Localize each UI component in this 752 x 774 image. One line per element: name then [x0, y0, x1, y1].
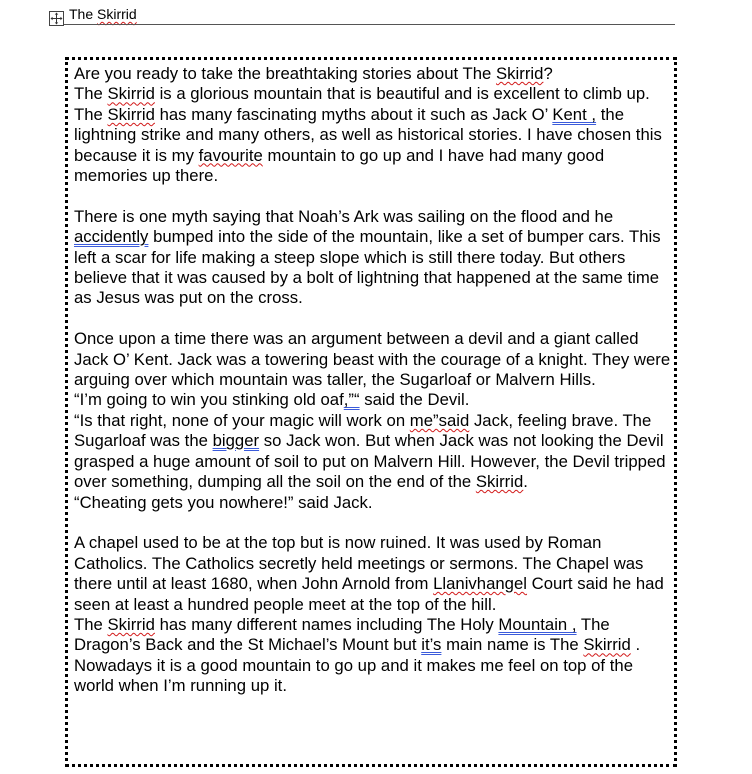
- paragraph-noahs-ark: There is one myth saying that Noah’s Ark was sailing on the flood and he accidently bumped into the side of the mountain, like a set of bumper cars. This left a scar for life making a steep slope which is still there today. But others believe that it was caused by a bolt of lightning that happened at the same time as Jesus was put on the cross.: [74, 206, 661, 308]
- spelling-flag: Skirrid: [97, 6, 137, 22]
- spelling-flag: Skirrid: [496, 64, 544, 83]
- grammar-flag: Kent ,: [552, 104, 597, 124]
- spelling-flag: Skirrid: [107, 104, 155, 124]
- grammar-flag: ,”“: [343, 390, 360, 410]
- paragraph-chapel: A chapel used to be at the top but is now ruined. It was used by Roman Catholics. The Catholics secretly held meetings or sermons. The Chapel was there until at least 1680, when John Arnold from Llanivhangel Court said he had seen at least a hundred people meet at the top of the hill. The Skirrid has many different names including The Holy Mountain , The Dragon’s Back and the St Michael’s Mount but it’s main name is The Skirrid . Nowadays it is a good mountain to go up and it makes me feel on top of the world when I’m running up it.: [74, 533, 664, 696]
- grammar-flag: Mountain ,: [498, 614, 577, 634]
- spelling-flag: Skirrid: [475, 472, 524, 492]
- paragraph-jack-o-kent: Once upon a time there was an argument between a devil and a giant called Jack O’ Kent. Jack was a towering beast with the courage of a knight. They were arguing over which mountain was taller, the Sugarloaf or Malvern Hills. “I’m going to win you stinking old oaf,”“ said the Devil. “Is that right, none of your magic will work on me”said Jack, feeling brave. The Sugarloaf was the bigger so Jack won. But when Jack was not looking the Devil grasped a huge amount of soil to put on Malvern Hill. However, the Devil tripped over something, dumping all the soil on the end of the Skirrid. “Cheating gets you nowhere!” said Jack.: [74, 329, 671, 512]
- spelling-flag: favourite: [198, 145, 263, 165]
- spelling-flag: me”said: [409, 410, 470, 430]
- table-move-handle-icon[interactable]: [49, 11, 64, 26]
- grammar-flag: it’s: [421, 635, 442, 655]
- grammar-flag: accidently: [74, 227, 149, 247]
- spelling-flag: Llanivhangel: [433, 574, 528, 594]
- document-title[interactable]: The Skirrid: [69, 6, 137, 22]
- spelling-flag: Skirrid: [107, 614, 155, 634]
- paragraph-intro: Are you ready to take the breathtaking stories about The Skirrid? The Skirrid is a glorious mountain that is beautiful and is excellent to climb up. The Skirrid has many fascinating myths about it such as Jack O’ Kent , the lightning strike and many others, as well as historical stories. I have chosen this because it is my favourite mountain to go up and I have had many good memories up there.: [74, 64, 662, 186]
- story-content[interactable]: [74, 64, 674, 697]
- spelling-flag: Skirrid: [107, 84, 155, 104]
- title-divider: [64, 24, 675, 25]
- grammar-flag: bigger: [212, 431, 260, 451]
- spelling-flag: Skirrid: [583, 635, 631, 655]
